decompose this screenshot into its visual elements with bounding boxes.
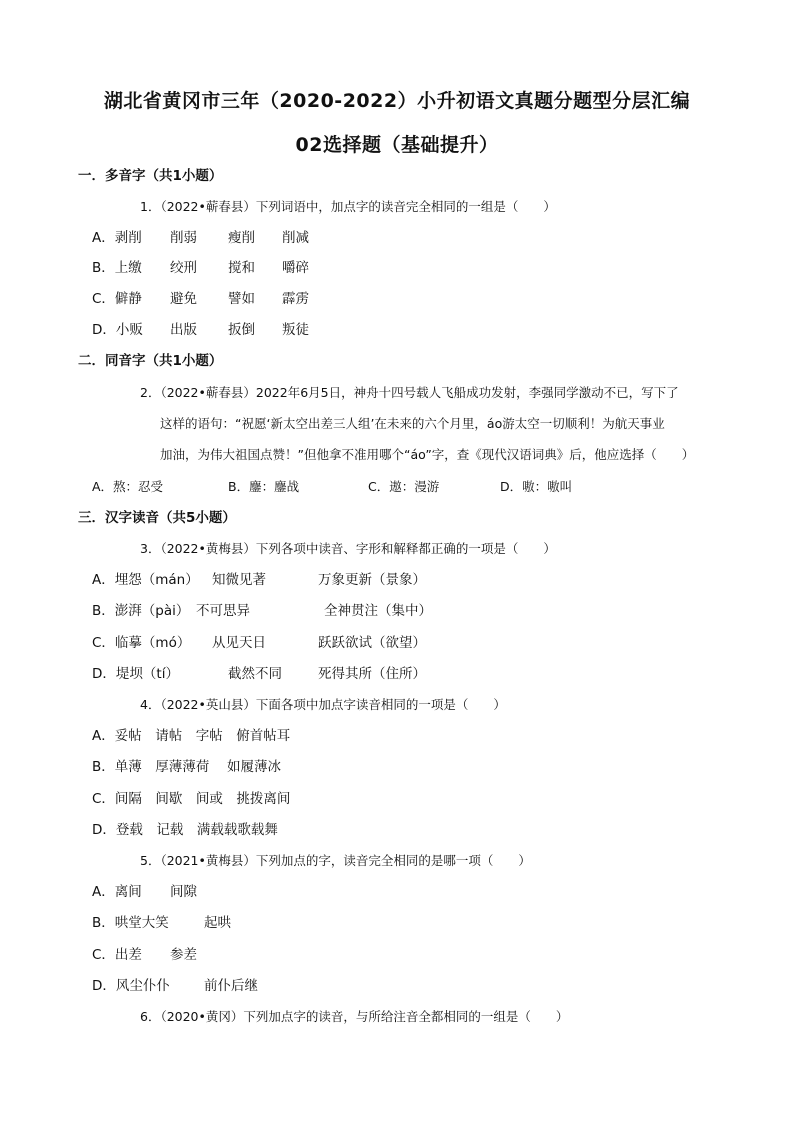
option-word: 叛徒 (282, 322, 309, 338)
option-word: 嚼碎 (282, 260, 309, 276)
option-word: 知微见著 (212, 572, 266, 588)
option-word: 参差 (170, 947, 197, 963)
option-word: 前仆后继 (204, 978, 258, 994)
option-word: 搅和 (228, 260, 255, 276)
question-5-option-b (92, 913, 392, 933)
question-2-option-c: C．遨：漫游 (368, 479, 440, 494)
question-4-option-b: B．单薄 厚薄薄荷 如履薄冰 (92, 759, 282, 775)
option-word: A．剥削 (92, 230, 142, 246)
option-word: 霹雳 (282, 291, 309, 307)
option-word: 起哄 (204, 915, 231, 931)
question-2-stem-line-2: 这样的语句：“祝愿‘新太空出差三人组’在未来的六个月里，áo游太空一切顺利！为航天事业 (160, 416, 665, 431)
question-2-stem-line-1: 2．（2022•蕲春县）2022年6月5日，神舟十四号载人飞船成功发射，李强同学激动不已，写下了 (140, 385, 679, 400)
option-word: 截然不同 (228, 666, 282, 682)
option-word: B．上缴 (92, 260, 142, 276)
option-word: 绞刑 (170, 260, 197, 276)
question-3-option-b (92, 601, 452, 621)
question-3-option-d (92, 664, 452, 684)
question-2-stem-line-3: 加油，为伟大祖国点赞！”但他拿不准用哪个“áo”字，查《现代汉语词典》后，他应选择（ ） (160, 447, 695, 462)
question-5-stem: 5．（2021•黄梅县）下列加点的字，读音完全相同的是哪一项（ ） (140, 853, 531, 868)
section-heading-homophone: 二．同音字（共1小题） (78, 353, 223, 369)
question-3-option-a (92, 570, 452, 590)
question-4-option-c: C．间隔 间歇 间或 挑拨离间 (92, 791, 291, 807)
question-5-option-c (92, 945, 392, 965)
question-5-option-d (92, 976, 392, 996)
question-4-option-a: A．妥帖 请帖 字帖 俯首帖耳 (92, 728, 291, 744)
option-word: C．临摹（mó） (92, 635, 191, 651)
question-1-option-b (92, 258, 392, 278)
option-word: D．堤坝（tí） (92, 666, 179, 682)
option-word: 削减 (282, 230, 309, 246)
option-word: D．小贩 (92, 322, 143, 338)
option-word: 削弱 (170, 230, 197, 246)
option-word: 全神贯注（集中） (324, 603, 432, 619)
option-word: 从见天日 (212, 635, 266, 651)
option-word: B．哄堂大笑 (92, 915, 169, 931)
option-word: 死得其所（住所） (318, 666, 426, 682)
question-1-option-c (92, 289, 392, 309)
option-word: A．埋怨（mán） (92, 572, 199, 588)
option-word: D．风尘仆仆 (92, 978, 170, 994)
document-title-line-1: 湖北省黄冈市三年（2020-2022）小升初语文真题分题型分层汇编 (103, 90, 691, 112)
question-6-stem: 6．（2020•黄冈）下列加点字的读音，与所给注音全都相同的一组是（ ） (140, 1009, 569, 1024)
question-3-stem: 3．（2022•黄梅县）下列各项中读音、字形和解释都正确的一项是（ ） (140, 541, 556, 556)
option-word: 譬如 (228, 291, 255, 307)
question-2-options (92, 477, 612, 497)
option-word: C．出差 (92, 947, 142, 963)
option-word: 不可思异 (196, 603, 250, 619)
question-1-stem: 1．（2022•蕲春县）下列词语中，加点字的读音完全相同的一组是（ ） (140, 199, 556, 214)
question-2-option-a: A．熬：忍受 (92, 479, 164, 494)
option-word: 跃跃欲试（欲望） (318, 635, 426, 651)
question-2-option-d: D．嗷：嗷叫 (500, 479, 573, 494)
document-title-line-2: 02选择题（基础提升） (295, 134, 499, 156)
option-word: 万象更新（景象） (318, 572, 426, 588)
option-word: 间隙 (170, 884, 197, 900)
question-5-option-a (92, 882, 392, 902)
question-4-stem: 4．（2022•英山县）下面各项中加点字读音相同的一项是（ ） (140, 697, 506, 712)
option-word: B．澎湃（pài） (92, 603, 190, 619)
option-word: C．僻静 (92, 291, 142, 307)
question-1-option-a (92, 228, 392, 248)
option-word: 出版 (170, 322, 197, 338)
section-heading-pronunciation: 三．汉字读音（共5小题） (78, 510, 236, 526)
option-word: 扳倒 (228, 322, 255, 338)
question-2-option-b: B．鏖：鏖战 (228, 479, 300, 494)
option-word: 瘦削 (228, 230, 255, 246)
option-word: 避免 (170, 291, 197, 307)
question-3-option-c (92, 633, 452, 653)
option-word: A．离间 (92, 884, 142, 900)
section-heading-polyphonic: 一．多音字（共1小题） (78, 168, 223, 184)
question-4-option-d: D．登载 记载 满载载歌载舞 (92, 822, 278, 838)
question-1-option-d (92, 320, 392, 340)
